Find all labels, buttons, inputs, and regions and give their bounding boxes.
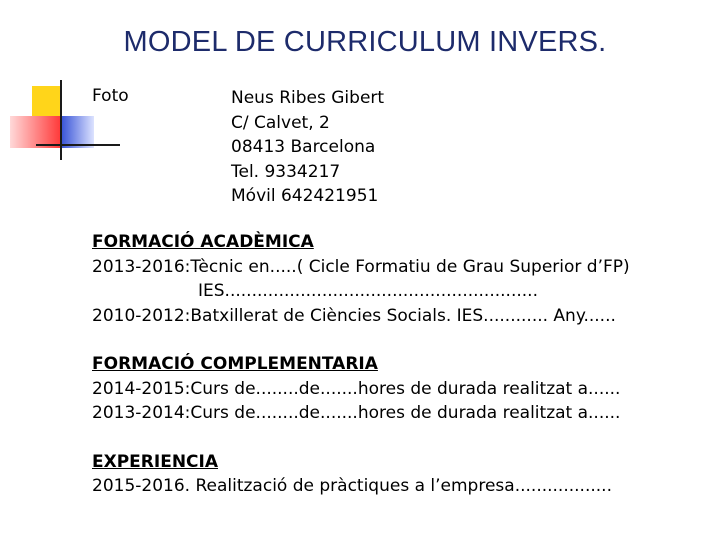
contact-phone: Tel. 9334217 [231,161,341,182]
complementary-line: 2014-2015:Curs de........de.......hores de durada realitzat a...... [92,378,621,399]
academic-line: 2010-2012:Batxillerat de Ciències Socials. IES............ Any...... [92,305,616,326]
academic-line: IES.......................................................... [198,281,538,301]
contact-city: 08413 Barcelona [231,137,376,157]
page-title: MODEL DE CURRICULUM INVERS. [123,26,607,58]
cv-sections [92,230,630,499]
section-heading-complementary: FORMACIÓ COMPLEMENTARIA [92,354,378,374]
yellow-square [32,86,62,118]
contact-name: Neus Ribes Gibert [231,88,385,108]
academic-line: 2013-2016:Tècnic en.....( Cicle Formatiu de Grau Superior d’FP) [92,256,630,277]
section-spacer [92,426,630,450]
section-heading-academic: FORMACIÓ ACADÈMICA [92,232,314,252]
complementary-line: 2013-2014:Curs de........de.......hores de durada realitzat a...... [92,403,621,423]
photo-placeholder-label: Foto [92,86,129,106]
section-spacer [92,328,630,352]
contact-block [231,86,384,209]
contact-mobile: Móvil 642421951 [231,186,379,206]
section-heading-experience: EXPERIENCIA [92,451,219,472]
contact-address: C/ Calvet, 2 [231,112,330,133]
experience-line: 2015-2016. Realització de pràctiques a l’empresa.................. [92,476,612,496]
horizontal-line [36,144,120,146]
vertical-line [60,80,62,160]
